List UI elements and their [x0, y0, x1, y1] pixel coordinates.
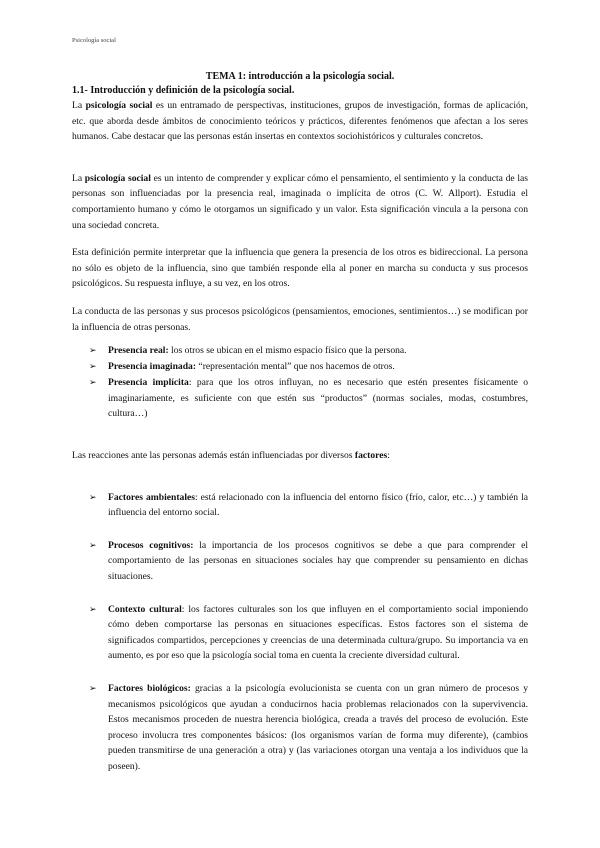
- arrow-bullet-icon: ➢: [89, 603, 97, 614]
- arrow-bullet-icon: ➢: [89, 539, 97, 550]
- page-header: Psicología social: [72, 37, 116, 44]
- paragraph-1: La psicología social es un entramado de perspectivas, instituciones, grupos de investigación, formas de aplicación, etc. que aborda desde ámbitos de conocimiento teóricos y prácticos, diferentes fenómenos que afectan a los seres humanos. Cabe destacar que las personas están insertas en contextos sociohistóricos y culturales concretos.: [72, 100, 528, 143]
- arrow-bullet-icon: ➢: [89, 683, 97, 694]
- arrow-bullet-icon: ➢: [89, 345, 97, 356]
- list-item: ➢ Factores biológicos: gracias a la psicología evolucionista se cuenta con un gran número de procesos y mecanismos psicológicos que ayudan a conducirnos hacia problemas relacionados con la supervivencia. Estos mecanismos proceden de nuestra herencia biológica, creada a través del proceso de evolución. Este proceso involucra tres componentes básicos: (los organismos varían de forma muy diferente), (cambios pueden transmitirse de una generación a otra) y (las variaciones otorgan una ventaja a los individuos que la poseen).: [89, 683, 528, 773]
- arrow-bullet-icon: ➢: [89, 376, 97, 387]
- factors-list: [72, 490, 528, 775]
- arrow-bullet-icon: ➢: [89, 491, 97, 502]
- list-item: ➢ Contexto cultural: los factores culturales son los que influyen en el comportamiento social imponiendo cómo deben comportarse las personas en situaciones específicas. Estos factores son el sistema de significados compartidos, percepciones y creencias de una determinada cultura/grupo. Su importancia va en aumento, es por eso que la psicología social toma en cuenta la creciente diversidad cultural.: [89, 603, 528, 662]
- paragraph-3: Esta definición permite interpretar que la influencia que genera la presencia de los otros es bidireccional. La persona no sólo es objeto de la influencia, sino que también responde ella al poner en marcha su conducta y sus procesos psicológicos. Su respuesta influye, a su vez, en los otros.: [72, 247, 528, 290]
- list-item: ➢ Presencia implícita: para que los otros influyan, no es necesario que estén presentes físicamente o imaginariamente, es suficiente con que estén sus “productos” (normas sociales, modas, costumbres, cultura…): [89, 376, 528, 420]
- document-title: TEMA 1: introducción a la psicología social.: [205, 71, 395, 82]
- paragraph-4: La conducta de las personas y sus procesos psicológicos (pensamientos, emociones, sentimientos…) se modifican por la influencia de otras personas.: [72, 305, 528, 333]
- arrow-bullet-icon: ➢: [89, 360, 97, 371]
- section-subtitle: 1.1- Introducción y definición de la psicología social.: [72, 85, 295, 96]
- list-item: ➢ Factores ambientales: está relacionado con la influencia del entorno físico (frío, calor, etc…) y también la influencia del entorno social.: [89, 491, 528, 519]
- document-body: [72, 70, 528, 792]
- presence-list: [72, 343, 528, 422]
- list-item: ➢ Procesos cognitivos: la importancia de los procesos cognitivos se debe a que para comprender el comportamiento de las personas en situaciones sociales hay que comprender su pensamiento en dichas situaciones.: [89, 539, 529, 583]
- paragraph-2: La psicología social es un intento de comprender y explicar cómo el pensamiento, el sentimiento y la conducta de las personas son influenciadas por la presencia real, imaginada o implícita de otros (C. W. Allport). Estudia el comportamiento humano y cómo le otorgamos un significado y un valor. Esta significación vincula a la persona con una sociedad concreta.: [72, 172, 528, 231]
- list-item: ➢ Presencia imaginada: “representación mental” que nos hacemos de otros.: [72, 359, 528, 375]
- list-item: ➢ Presencia real: los otros se ubican en el mismo espacio físico que la persona.: [72, 343, 528, 359]
- paragraph-5: Las reacciones ante las personas además están influenciadas por diversos factores:: [72, 450, 390, 462]
